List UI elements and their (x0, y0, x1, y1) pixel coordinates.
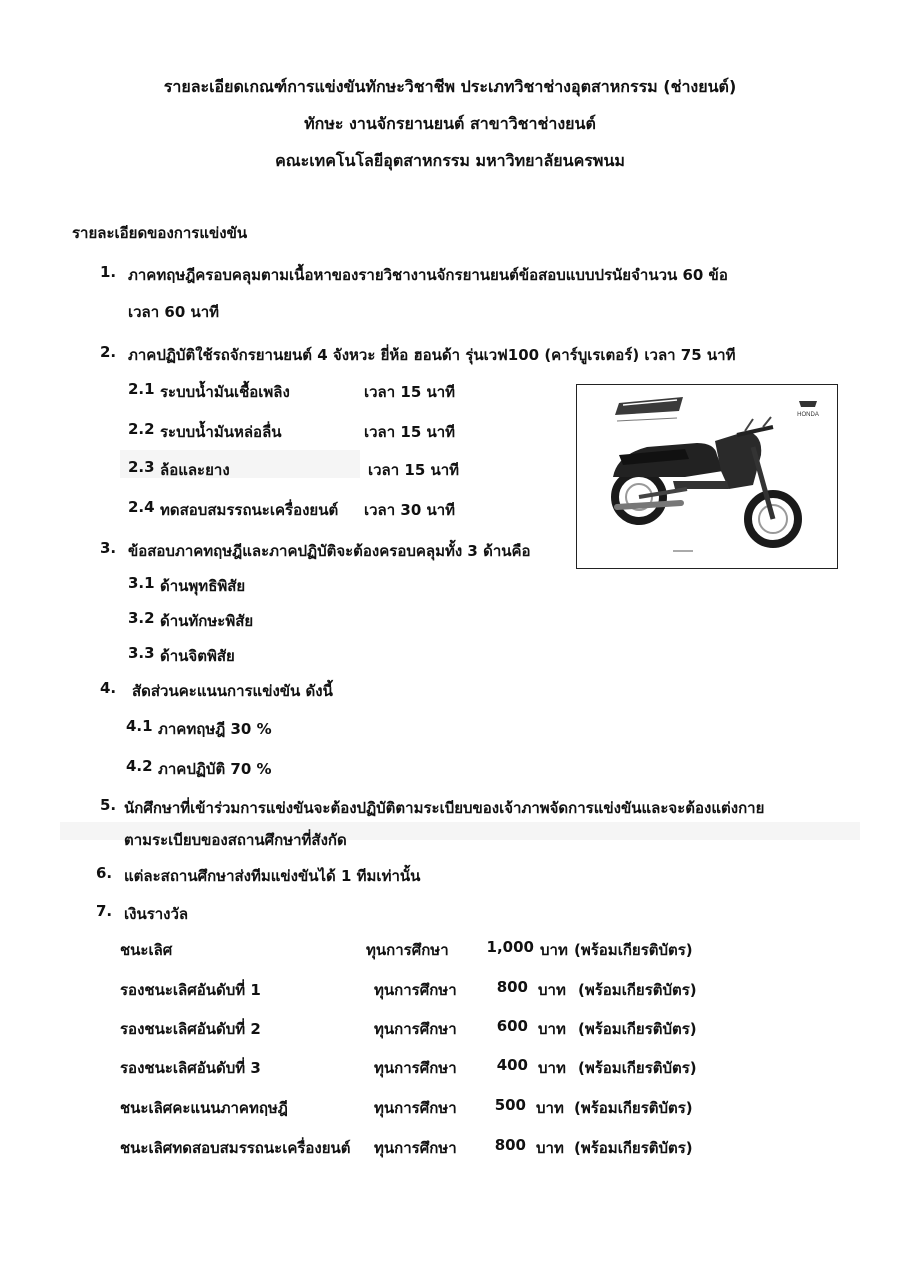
sub-number: 2.3 (128, 458, 155, 476)
sub-number: 2.2 (128, 420, 155, 438)
prize-unit: บาท (540, 941, 568, 959)
item-1-line-1: ภาคทฤษฎีครอบคลุมตามเนื้อหาของรายวิชางานจักรยานยนต์ข้อสอบแบบปรนัยจำนวน 60 ข้อ (128, 266, 728, 284)
prize-unit: บาท (538, 1020, 566, 1038)
prize-fund: ทุนการศึกษา (374, 1099, 457, 1117)
sub-number: 2.1 (128, 380, 155, 398)
prize-fund: ทุนการศึกษา (374, 1020, 457, 1038)
sub-number: 3.2 (128, 609, 155, 627)
prize-label: รองชนะเลิศอันดับที่ 2 (120, 1020, 261, 1038)
sub-time: เวลา 15 นาที (364, 423, 456, 441)
item-number: 6. (96, 864, 113, 882)
prize-unit: บาท (536, 1139, 564, 1157)
sub-label: ด้านจิตพิสัย (160, 647, 235, 665)
sub-label: ล้อและยาง (160, 461, 230, 479)
item-7-text: เงินรางวัล (124, 905, 189, 923)
header-line-1: รายละเอียดเกณฑ์การแข่งขันทักษะวิชาชีพ ประเภทวิชาช่างอุตสาหกรรม (ช่างยนต์) (163, 77, 737, 96)
honda-logo (797, 401, 819, 418)
header-line-2: ทักษะ งานจักรยานยนต์ สาขาวิชาช่างยนต์ (304, 114, 596, 133)
prize-amount: 800 (496, 978, 528, 996)
prize-label: ชนะเลิศคะแนนภาคทฤษฎี (120, 1099, 288, 1117)
header-line-3: คณะเทคโนโลยีอุตสาหกรรม มหาวิทยาลัยนครพนม (275, 151, 625, 170)
section-title: รายละเอียดของการแข่งขัน (72, 224, 248, 242)
prize-amount: 600 (496, 1017, 528, 1035)
sub-label: ระบบน้ำมันหล่อลื่น (160, 423, 282, 441)
sub-number: 3.3 (128, 644, 155, 662)
sub-label: ทดสอบสมรรถนะเครื่องยนต์ (160, 501, 339, 519)
prize-note: (พร้อมเกียรติบัตร) (578, 1020, 697, 1038)
item-3-text: ข้อสอบภาคทฤษฎีและภาคปฏิบัติจะต้องครอบคลุมทั้ง 3 ด้านคือ (128, 542, 531, 560)
sub-number: 2.4 (128, 498, 155, 516)
prize-unit: บาท (538, 981, 566, 999)
sub-label: ภาคปฏิบัติ 70 % (158, 760, 272, 778)
sub-label: ด้านทักษะพิสัย (160, 612, 254, 630)
sub-number: 3.1 (128, 574, 155, 592)
prize-unit: บาท (536, 1099, 564, 1117)
prize-fund: ทุนการศึกษา (374, 1059, 457, 1077)
prize-unit: บาท (538, 1059, 566, 1077)
item-number: 1. (100, 263, 117, 281)
prize-fund: ทุนการศึกษา (366, 941, 449, 959)
prize-fund: ทุนการศึกษา (374, 981, 457, 999)
item-number: 4. (100, 679, 117, 697)
item-5-line-1: นักศึกษาที่เข้าร่วมการแข่งขันจะต้องปฏิบัติตามระเบียบของเจ้าภาพจัดการแข่งขันและจะต้องแต่งกาย (124, 799, 765, 817)
item-2-text: ภาคปฏิบัติใช้รถจักรยานยนต์ 4 จังหวะ ยี่ห้อ ฮอนด้า รุ่นเวฟ100 (คาร์บูเรเตอร์) เวลา 75 นาที (128, 346, 736, 364)
prize-amount: 400 (496, 1056, 528, 1074)
prize-note: (พร้อมเกียรติบัตร) (578, 1059, 697, 1077)
item-5-line-2: ตามระเบียบของสถานศึกษาที่สังกัด (124, 831, 347, 849)
item-number: 2. (100, 343, 117, 361)
prize-label: ชนะเลิศ (120, 941, 173, 959)
scan-smudge (120, 450, 360, 478)
prize-label: ชนะเลิศทดสอบสมรรถนะเครื่องยนต์ (120, 1139, 351, 1157)
item-number: 5. (100, 796, 117, 814)
prize-note: (พร้อมเกียรติบัตร) (574, 1139, 693, 1157)
prize-note: (พร้อมเกียรติบัตร) (574, 1099, 693, 1117)
prize-amount: 1,000 (486, 938, 534, 956)
item-1-line-2: เวลา 60 นาที (128, 303, 220, 321)
item-6-text: แต่ละสถานศึกษาส่งทีมแข่งขันได้ 1 ทีมเท่านั้น (124, 867, 421, 885)
motorcycle-icon (577, 385, 837, 568)
prize-note: (พร้อมเกียรติบัตร) (578, 981, 697, 999)
wave-logo (615, 397, 683, 421)
sub-label: ภาคทฤษฎี 30 % (158, 720, 272, 738)
sub-number: 4.2 (126, 757, 153, 775)
sub-time: เวลา 30 นาที (364, 501, 456, 519)
motorcycle-photo (576, 384, 838, 569)
brand-text: HONDA (797, 412, 819, 418)
item-4-text: สัดส่วนคะแนนการแข่งขัน ดังนี้ (132, 682, 333, 700)
prize-amount: 500 (494, 1096, 526, 1114)
sub-number: 4.1 (126, 717, 153, 735)
item-number: 7. (96, 902, 113, 920)
sub-label: ระบบน้ำมันเชื้อเพลิง (160, 383, 290, 401)
prize-label: รองชนะเลิศอันดับที่ 3 (120, 1059, 261, 1077)
item-number: 3. (100, 539, 117, 557)
prize-note: (พร้อมเกียรติบัตร) (574, 941, 693, 959)
prize-label: รองชนะเลิศอันดับที่ 1 (120, 981, 261, 999)
prize-amount: 800 (494, 1136, 526, 1154)
sub-time: เวลา 15 นาที (368, 461, 460, 479)
prize-fund: ทุนการศึกษา (374, 1139, 457, 1157)
sub-label: ด้านพุทธิพิสัย (160, 577, 246, 595)
sub-time: เวลา 15 นาที (364, 383, 456, 401)
